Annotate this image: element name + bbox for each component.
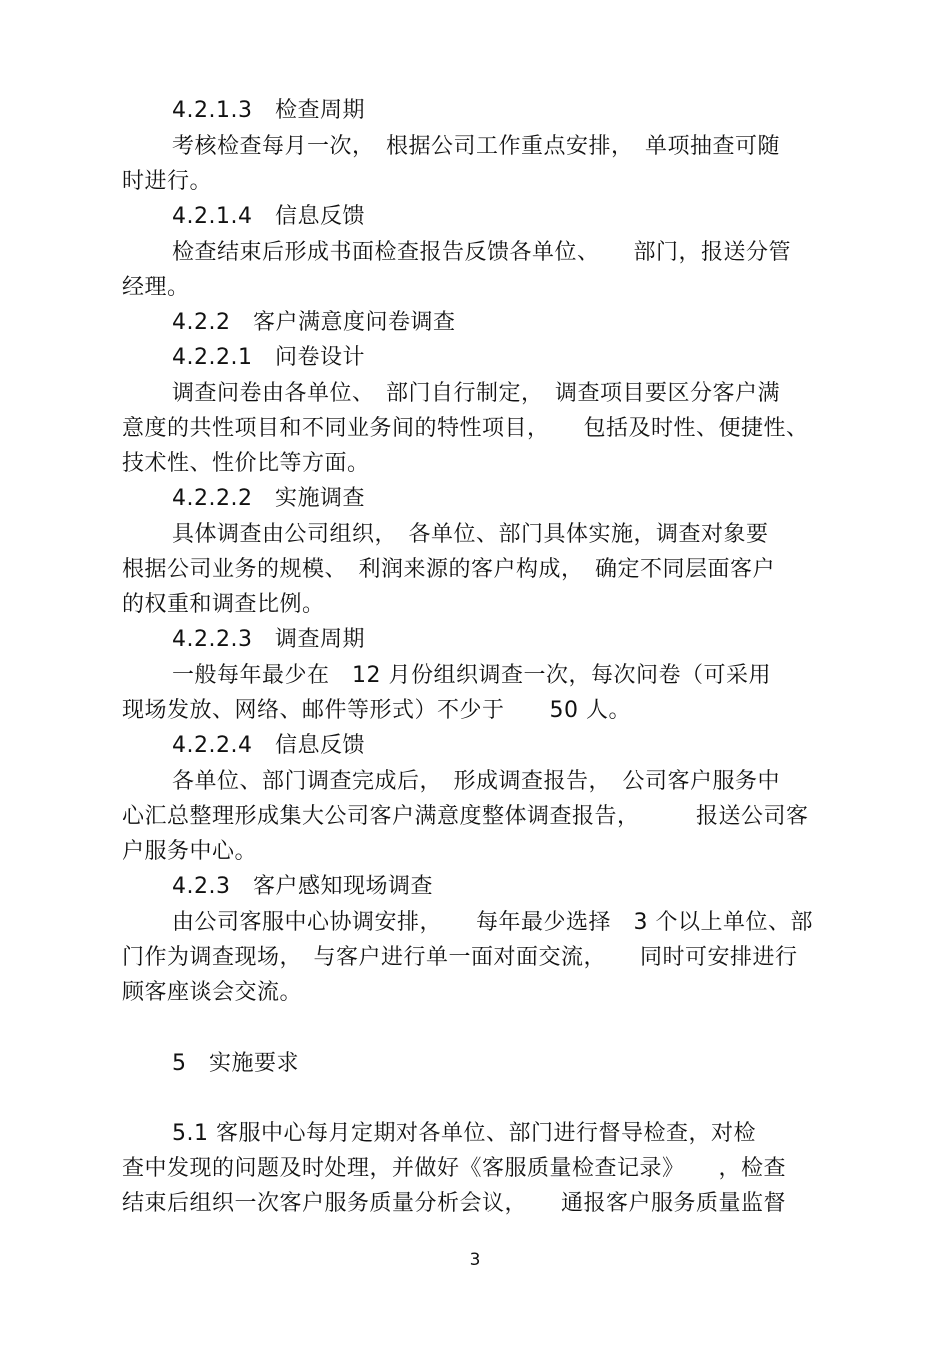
paragraph-line: 5.1 客服中心每月定期对各单位、部门进行督导检查，对检 <box>172 1121 756 1146</box>
paragraph-line: 结束后组织一次客户服务质量分析会议， 通报客户服务质量监督 <box>122 1191 787 1216</box>
paragraph-line: 调查问卷由各单位、 部门自行制定， 调查项目要区分客户满 <box>172 381 781 406</box>
paragraph-line: 考核检查每月一次， 根据公司工作重点安排， 单项抽查可随 <box>172 134 781 159</box>
heading-4-2-2-1: 4.2.2.1 问卷设计 <box>172 345 365 370</box>
paragraph-line: 经理。 <box>122 275 190 300</box>
paragraph-line: 一般每年最少在 12 月份组织调查一次，每次问卷（可采用 <box>172 663 771 688</box>
paragraph-line: 现场发放、网络、邮件等形式）不少于 50 人。 <box>122 698 631 723</box>
section-heading-5: 5 实施要求 <box>172 1051 299 1076</box>
heading-4-2-1-4: 4.2.1.4 信息反馈 <box>172 204 365 229</box>
paragraph-line: 意度的共性项目和不同业务间的特性项目， 包括及时性、便捷性、 <box>122 416 809 441</box>
paragraph-line: 的权重和调查比例。 <box>122 592 325 617</box>
heading-4-2-2: 4.2.2 客户满意度问卷调查 <box>172 310 456 335</box>
heading-4-2-2-3: 4.2.2.3 调查周期 <box>172 627 365 652</box>
paragraph-line: 检查结束后形成书面检查报告反馈各单位、 部门，报送分管 <box>172 240 792 265</box>
paragraph-line: 门作为调查现场， 与客户进行单一面对面交流， 同时可安排进行 <box>122 945 798 970</box>
heading-4-2-2-4: 4.2.2.4 信息反馈 <box>172 733 365 758</box>
heading-4-2-1-3: 4.2.1.3 检查周期 <box>172 98 365 123</box>
page-number: 3 <box>469 1250 481 1270</box>
paragraph-line: 由公司客服中心协调安排， 每年最少选择 3 个以上单位、部 <box>172 910 813 935</box>
heading-4-2-2-2: 4.2.2.2 实施调查 <box>172 486 365 511</box>
paragraph-line: 各单位、部门调查完成后， 形成调查报告， 公司客户服务中 <box>172 769 781 794</box>
paragraph-line: 具体调查由公司组织， 各单位、部门具体实施，调查对象要 <box>172 522 769 547</box>
paragraph-line: 查中发现的问题及时处理，并做好《客服质量检查记录》 ，检查 <box>122 1156 787 1181</box>
paragraph-line: 心汇总整理形成集大公司客户满意度整体调查报告， 报送公司客 <box>122 804 809 829</box>
paragraph-line: 技术性、性价比等方面。 <box>122 451 370 476</box>
paragraph-line: 顾客座谈会交流。 <box>122 980 303 1005</box>
heading-4-2-3: 4.2.3 客户感知现场调查 <box>172 874 433 899</box>
paragraph-line: 时进行。 <box>122 169 213 194</box>
paragraph-line: 根据公司业务的规模、 利润来源的客户构成， 确定不同层面客户 <box>122 557 776 582</box>
paragraph-line: 户服务中心。 <box>122 839 258 864</box>
